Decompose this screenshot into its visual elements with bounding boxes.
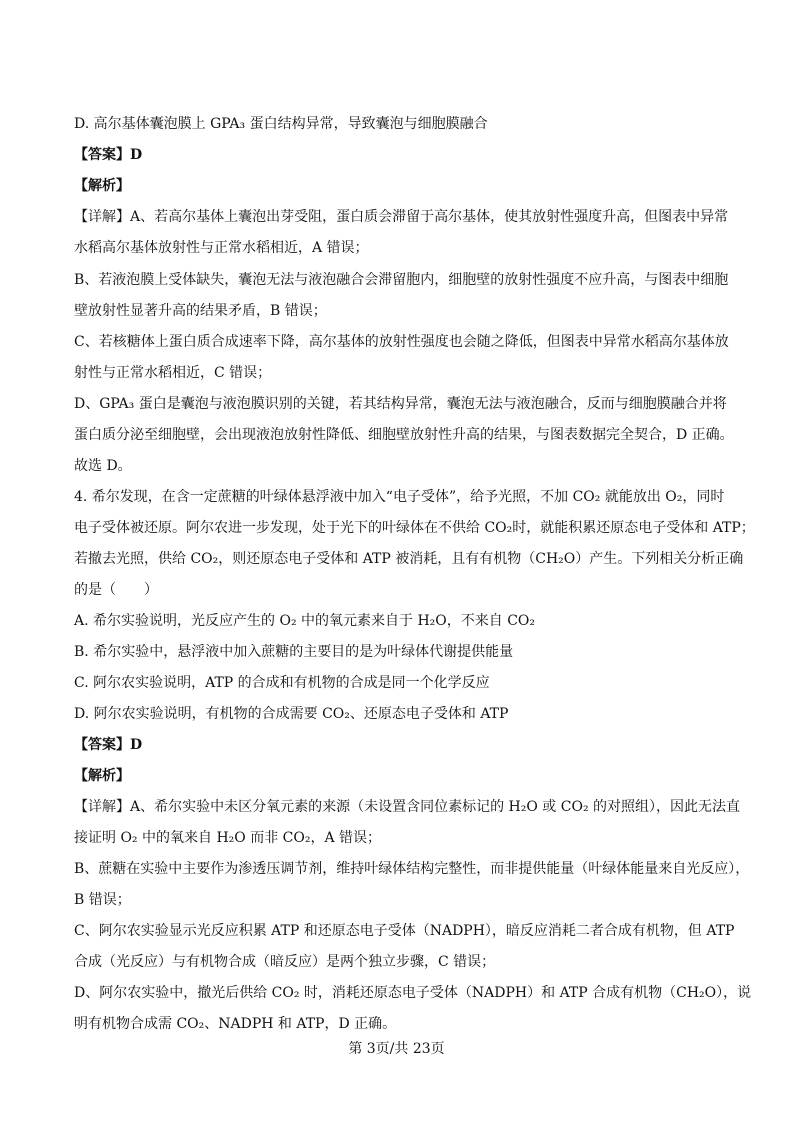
option-b: B. 希尔实验中，悬浮液中加入蔗糖的主要目的是为叶绿体代谢提供能量 <box>74 644 514 660</box>
explanation-line: 水稻高尔基体放射性与正常水稻相近，A 错误； <box>74 240 369 256</box>
answer-label: 【答案】D <box>74 147 143 163</box>
conclusion-line: 故选 D。 <box>74 458 132 474</box>
analysis-label: 【解析】 <box>74 178 130 194</box>
explanation-line: 合成（光反应）与有机物合成（暗反应）是两个独立步骤，C 错误； <box>74 954 496 970</box>
explanation-line: 明有机物合成需 CO₂、NADPH 和 ATP，D 正确。 <box>74 1016 397 1032</box>
option-c: C. 阿尔农实验说明，ATP 的合成和有机物的合成是同一个化学反应 <box>74 675 490 691</box>
option-d-line: D. 高尔基体囊泡膜上 GPA₃ 蛋白结构异常，导致囊泡与细胞膜融合 <box>74 116 488 132</box>
page-footer: 第 3页/共 23页 <box>348 1041 445 1057</box>
question-4-stem: 4. 希尔发现，在含一定蔗糖的叶绿体悬浮液中加入“电子受体”，给予光照，不加 CO₂ 就能放出 O₂，同时 <box>74 489 725 505</box>
explanation-line: B、蔗糖在实验中主要作为渗透压调节剂，维持叶绿体结构完整性，而非提供能量（叶绿体能量来自光反应）， <box>74 861 750 877</box>
explanation-line: C、若核糖体上蛋白质合成速率下降，高尔基体的放射性强度也会随之降低，但图表中异常水稻高尔基体放 <box>74 334 729 350</box>
explanation-line: C、阿尔农实验显示光反应积累 ATP 和还原态电子受体（NADPH），暗反应消耗二者合成有机物，但 ATP <box>74 923 735 939</box>
explanation-line: B、若液泡膜上受体缺失，囊泡无法与液泡融合会滞留胞内，细胞壁的放射性强度不应升高，与图表中细胞 <box>74 272 729 288</box>
explanation-line: 蛋白质分泌至细胞壁，会出现液泡放射性降低、细胞壁放射性升高的结果，与图表数据完全契合，D 正确。 <box>74 427 734 443</box>
explanation-line: 壁放射性显著升高的结果矛盾，B 错误； <box>74 303 327 319</box>
question-4-stem: 若撤去光照，供给 CO₂，则还原态电子受体和 ATP 被消耗，且有有机物（CH₂O）产生。下列相关分析正确 <box>74 551 744 567</box>
explanation-line: 射性与正常水稻相近，C 错误； <box>74 365 272 381</box>
explanation-line: D、阿尔农实验中，撤光后供给 CO₂ 时，消耗还原态电子受体（NADPH）和 ATP 合成有机物（CH₂O），说 <box>74 985 752 1001</box>
explanation-line: D、GPA₃ 蛋白是囊泡与液泡膜识别的关键，若其结构异常，囊泡无法与液泡融合，反而与细胞膜融合并将 <box>74 396 727 412</box>
question-4-stem: 的是（ ） <box>74 582 158 598</box>
explanation-line: 接证明 O₂ 中的氧来自 H₂O 而非 CO₂，A 错误； <box>74 830 382 846</box>
explanation-line: B 错误； <box>74 892 131 908</box>
explanation-line: 【详解】A、若高尔基体上囊泡出芽受阻，蛋白质会滞留于高尔基体，使其放射性强度升高，但图表中异常 <box>74 209 729 225</box>
option-d: D. 阿尔农实验说明，有机物的合成需要 CO₂、还原态电子受体和 ATP <box>74 706 509 722</box>
analysis-label: 【解析】 <box>74 768 130 784</box>
explanation-line: 【详解】A、希尔实验中未区分氧元素的来源（未设置含同位素标记的 H₂O 或 CO₂ 的对照组），因此无法直 <box>74 799 741 815</box>
answer-label: 【答案】D <box>74 737 143 753</box>
option-a: A. 希尔实验说明，光反应产生的 O₂ 中的氧元素来自于 H₂O，不来自 CO₂ <box>74 613 536 629</box>
question-4-stem: 电子受体被还原。阿尔农进一步发现，处于光下的叶绿体在不供给 CO₂时，就能积累还原态电子受体和 ATP； <box>74 520 755 536</box>
